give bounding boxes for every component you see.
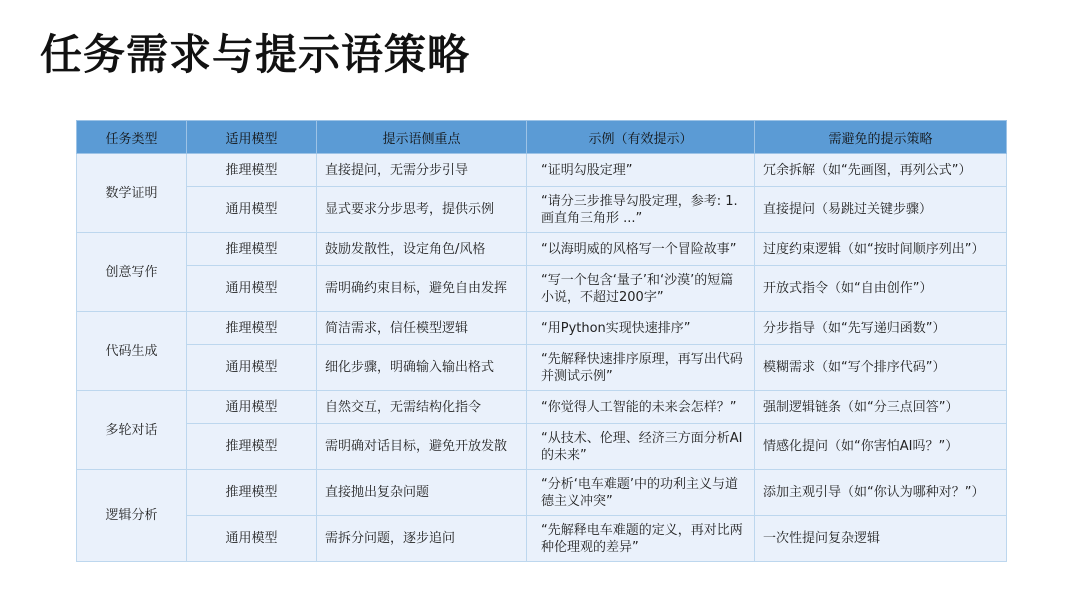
model-cell: 通用模型 (187, 266, 317, 312)
model-cell: 推理模型 (187, 470, 317, 516)
task-type-cell: 数学证明 (77, 154, 187, 233)
focus-cell: 直接提问，无需分步引导 (317, 154, 527, 187)
model-cell: 推理模型 (187, 154, 317, 187)
model-cell: 通用模型 (187, 345, 317, 391)
avoid-cell: 强制逻辑链条（如“分三点回答”） (755, 391, 1007, 424)
header-task-type: 任务类型 (77, 121, 187, 154)
task-type-cell: 多轮对话 (77, 391, 187, 470)
avoid-cell: 分步指导（如“先写递归函数”） (755, 312, 1007, 345)
task-type-cell: 逻辑分析 (77, 470, 187, 562)
focus-cell: 简洁需求，信任模型逻辑 (317, 312, 527, 345)
task-type-cell: 创意写作 (77, 233, 187, 312)
model-cell: 通用模型 (187, 516, 317, 562)
model-cell: 推理模型 (187, 233, 317, 266)
table-row (77, 424, 1007, 470)
avoid-cell: 直接提问（易跳过关键步骤） (755, 187, 1007, 233)
example-cell: “先解释电车难题的定义，再对比两种伦理观的差异” (527, 516, 755, 562)
focus-cell: 自然交互，无需结构化指令 (317, 391, 527, 424)
focus-cell: 鼓励发散性，设定角色/风格 (317, 233, 527, 266)
example-cell: “先解释快速排序原理，再写出代码并测试示例” (527, 345, 755, 391)
page-title: 任务需求与提示语策略 (40, 30, 471, 79)
strategy-table (76, 120, 1007, 562)
header-model: 适用模型 (187, 121, 317, 154)
example-cell: “从技术、伦理、经济三方面分析AI的未来” (527, 424, 755, 470)
example-cell: “分析‘电车难题’中的功利主义与道德主义冲突” (527, 470, 755, 516)
table-row (77, 154, 1007, 187)
example-cell: “用Python实现快速排序” (527, 312, 755, 345)
table-header-row (77, 121, 1007, 154)
table-row (77, 516, 1007, 562)
model-cell: 推理模型 (187, 312, 317, 345)
example-cell: “证明勾股定理” (527, 154, 755, 187)
avoid-cell: 添加主观引导（如“你认为哪种对？”） (755, 470, 1007, 516)
table-row (77, 312, 1007, 345)
example-cell: “写一个包含‘量子’和‘沙漠’的短篇小说，不超过200字” (527, 266, 755, 312)
header-focus: 提示语侧重点 (317, 121, 527, 154)
header-example: 示例（有效提示） (527, 121, 755, 154)
avoid-cell: 情感化提问（如“你害怕AI吗？”） (755, 424, 1007, 470)
model-cell: 通用模型 (187, 391, 317, 424)
focus-cell: 需明确约束目标，避免自由发挥 (317, 266, 527, 312)
avoid-cell: 过度约束逻辑（如“按时间顺序列出”） (755, 233, 1007, 266)
model-cell: 通用模型 (187, 187, 317, 233)
avoid-cell: 一次性提问复杂逻辑 (755, 516, 1007, 562)
focus-cell: 需拆分问题，逐步追问 (317, 516, 527, 562)
table-row (77, 187, 1007, 233)
example-cell: “以海明威的风格写一个冒险故事” (527, 233, 755, 266)
focus-cell: 直接抛出复杂问题 (317, 470, 527, 516)
table-row (77, 345, 1007, 391)
model-cell: 推理模型 (187, 424, 317, 470)
focus-cell: 显式要求分步思考，提供示例 (317, 187, 527, 233)
task-type-cell: 代码生成 (77, 312, 187, 391)
table-row (77, 470, 1007, 516)
header-avoid: 需避免的提示策略 (755, 121, 1007, 154)
focus-cell: 需明确对话目标，避免开放发散 (317, 424, 527, 470)
table-row (77, 266, 1007, 312)
avoid-cell: 冗余拆解（如“先画图，再列公式”） (755, 154, 1007, 187)
table-row (77, 391, 1007, 424)
avoid-cell: 模糊需求（如“写个排序代码”） (755, 345, 1007, 391)
avoid-cell: 开放式指令（如“自由创作”） (755, 266, 1007, 312)
focus-cell: 细化步骤，明确输入输出格式 (317, 345, 527, 391)
example-cell: “你觉得人工智能的未来会怎样？” (527, 391, 755, 424)
table-row (77, 233, 1007, 266)
example-cell: “请分三步推导勾股定理，参考: 1. 画直角三角形 ...” (527, 187, 755, 233)
